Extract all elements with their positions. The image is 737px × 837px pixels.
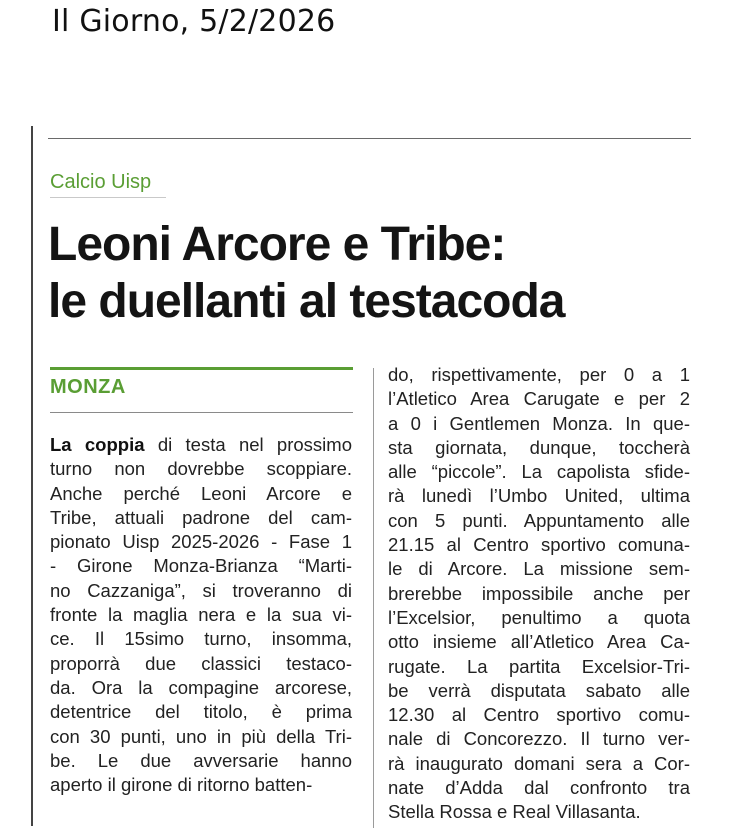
body-line: rugate. La partita Excelsior-Tri- [388,655,690,677]
section-label: MONZA [50,376,126,398]
body-column-left [50,433,352,797]
body-line: nale di Concorezzo. Il turno ver- [388,728,690,750]
section-top-rule [50,367,353,370]
body-line-text: di testa nel prossimo [144,434,352,455]
body-line: aperto il girone di ritorno batten- [50,774,313,796]
body-line: be verrà disputata sabato alle [388,679,690,701]
article-kicker: Calcio Uisp [50,171,152,193]
body-line: otto insieme all’Atletico Area Ca- [388,631,690,653]
body-line [50,433,352,457]
lead-words: La coppia [50,434,145,455]
body-line: Anche perché Leoni Arcore e [50,482,352,504]
body-line: le di Arcore. La missione sem- [388,558,690,580]
body-line: l’Excelsior, penultimo a quota [388,606,690,628]
body-line: rà lunedì l’Umbo United, ultima [388,485,690,507]
headline-line: le duellanti al testacoda [48,275,565,328]
body-line: nate d’Adda dal confronto tra [388,777,690,799]
body-line: detentrice del titolo, è prima [50,701,352,723]
article-headline [48,216,708,330]
body-line: no Cazzaniga”, si troveranno di [50,579,352,601]
body-line: pionato Uisp 2025-2026 - Fase 1 [50,531,352,553]
margin-rule [31,126,33,826]
column-divider [373,368,374,828]
headline-line: Leoni Arcore e Tribe: [48,218,506,271]
body-line: - Girone Monza-Brianza “Marti- [50,555,352,577]
body-line: be. Le due avversarie hanno [50,749,352,771]
body-line: Stella Rossa e Real Villasanta. [388,801,641,823]
body-line: rà inaugurato domani sera a Cor- [388,752,690,774]
body-line: do, rispettivamente, per 0 a 1 [388,364,690,385]
body-line: proporrà due classici testaco- [50,652,352,674]
body-line: ce. Il 15simo turno, insomma, [50,628,352,650]
body-line: sta giornata, dunque, toccherà [388,436,690,458]
body-line: fronte la maglia nera e la sua vi- [50,604,352,626]
top-divider [48,138,691,139]
body-line: con 5 punti. Appuntamento alle [388,509,690,531]
body-line: 12.30 al Centro sportivo comu- [388,704,690,726]
body-line: alle “piccole”. La capolista sfide- [388,461,690,483]
body-line: l’Atletico Area Carugate e per 2 [388,388,690,410]
body-line: brerebbe impossibile anche per [388,582,690,604]
body-line: a 0 i Gentlemen Monza. In que- [388,412,690,434]
body-line: turno non dovrebbe scoppiare. [50,458,352,480]
kicker-underline [50,197,166,198]
body-line: da. Ora la compagine arcorese, [50,676,352,698]
body-line: 21.15 al Centro sportivo comuna- [388,534,690,556]
body-line: Tribe, attuali padrone del cam- [50,506,352,528]
source-date-line: Il Giorno, 5/2/2026 [52,4,336,39]
body-column-right [388,363,690,825]
section-bottom-rule [50,412,353,413]
body-line: con 30 punti, uno in più della Tri- [50,725,352,747]
